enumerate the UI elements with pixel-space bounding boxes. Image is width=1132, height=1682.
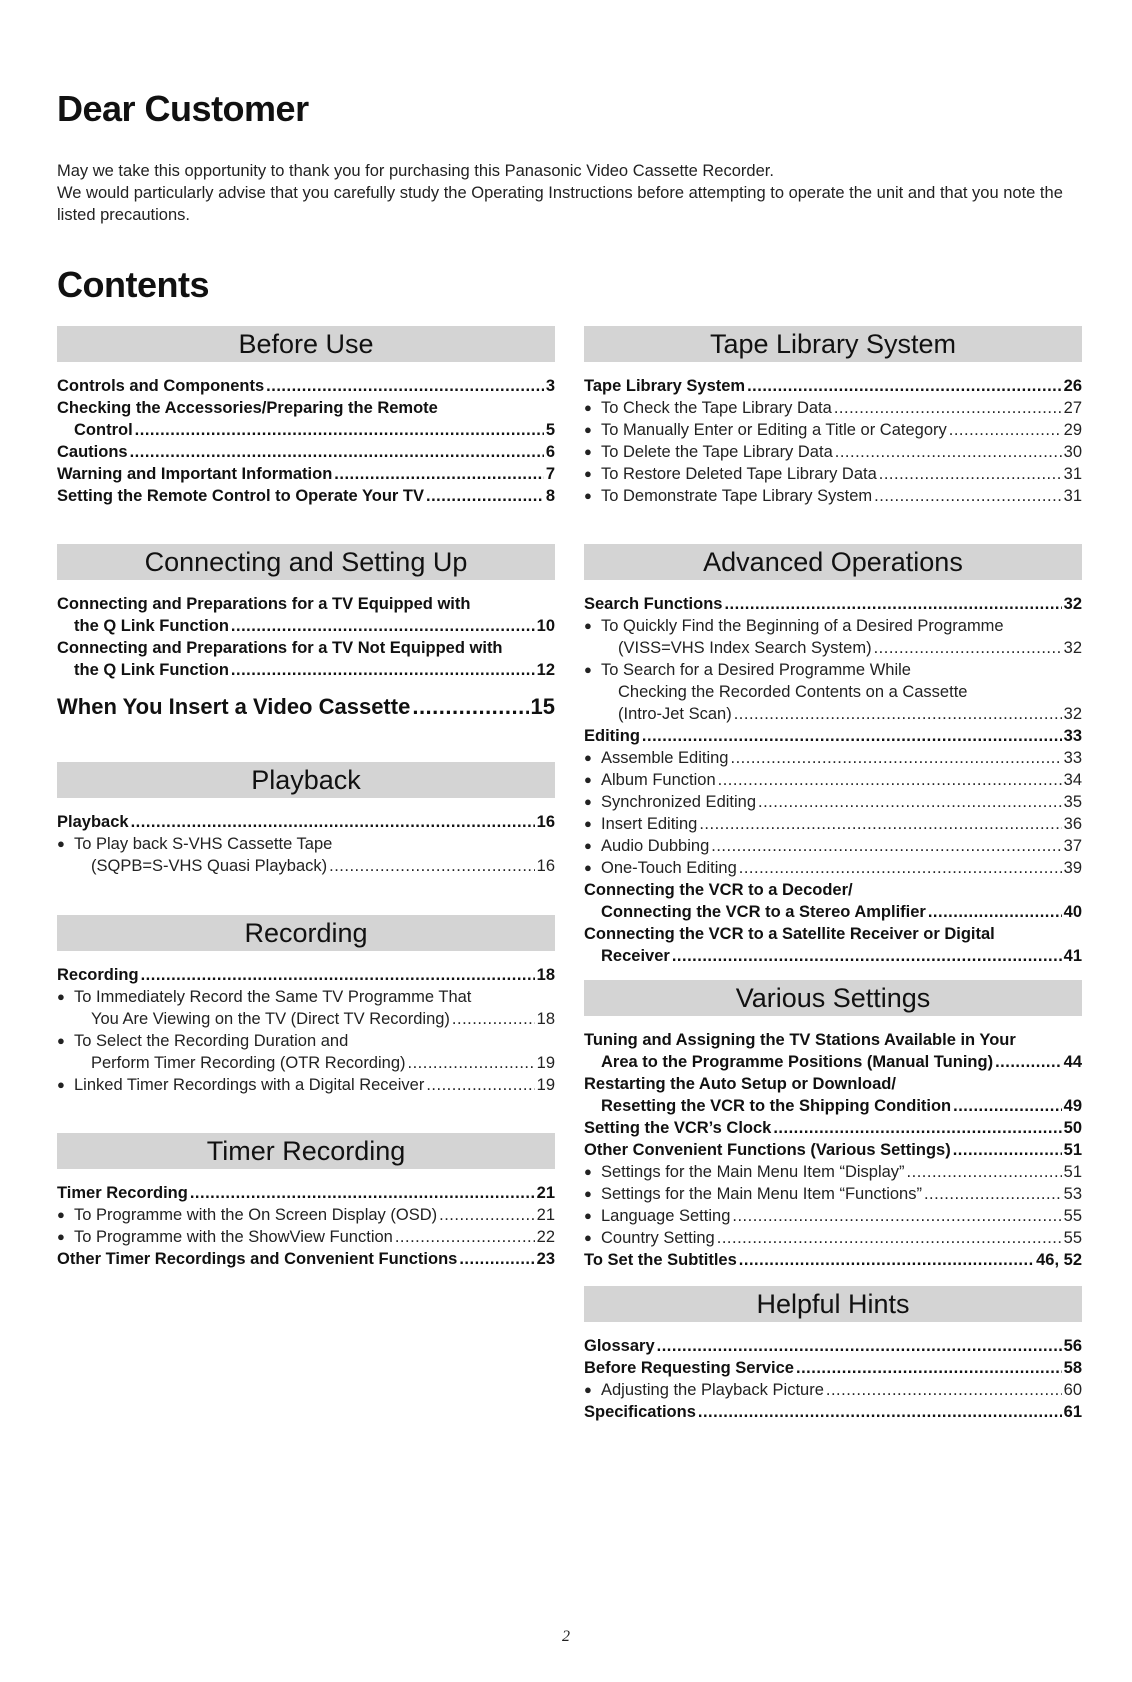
contents-heading: Contents: [57, 264, 209, 305]
toc-subentry[interactable]: [584, 1205, 1082, 1227]
bullet-icon: ●: [584, 816, 592, 831]
toc-subentry[interactable]: [57, 1226, 555, 1248]
bullet-icon: ●: [584, 1382, 592, 1397]
section-playback: [57, 762, 555, 877]
toc-entry-text: Connecting and Preparations for a TV Not Equipped with: [57, 639, 503, 657]
toc-entry[interactable]: [584, 1073, 1082, 1095]
bullet-icon: ●: [584, 662, 592, 677]
toc-entry-text: Synchronized Editing: [601, 793, 757, 811]
bullet-icon: ●: [57, 836, 65, 851]
toc-entry-text: You Are Viewing on the TV (Direct TV Recording): [91, 1010, 450, 1028]
toc-page-number: 5: [545, 421, 555, 439]
section-title: Before Use: [57, 326, 555, 362]
bullet-icon: ●: [584, 466, 592, 481]
toc-entry-text: To Immediately Record the Same TV Programme That: [74, 988, 472, 1006]
toc-entry-text: Settings for the Main Menu Item “Functions”: [601, 1185, 922, 1203]
dot-leader: [826, 1379, 1062, 1401]
toc-entry-text: To Programme with the ShowView Function: [74, 1228, 393, 1246]
bullet-icon: ●: [57, 1207, 65, 1222]
dot-leader: [739, 857, 1062, 879]
toc-entry[interactable]: [584, 1139, 1082, 1161]
toc-entry[interactable]: [57, 593, 555, 615]
toc-entry-text: Setting the Remote Control to Operate Your TV: [57, 487, 424, 505]
toc-page-number: 40: [1063, 903, 1082, 921]
toc-entry-text: Tuning and Assigning the TV Stations Available in Your: [584, 1031, 1016, 1049]
toc-page-number: 46, 52: [1036, 1251, 1082, 1269]
toc-page-number: 53: [1063, 1185, 1082, 1203]
dot-leader: [928, 901, 1062, 923]
toc-page-number: 61: [1063, 1403, 1082, 1421]
dot-leader: [907, 1161, 1062, 1183]
toc-entry-text: (SQPB=S-VHS Quasi Playback): [91, 857, 328, 875]
dot-leader: [135, 419, 544, 441]
dot-leader: [718, 769, 1062, 791]
toc-subentry[interactable]: [57, 1074, 555, 1096]
dot-leader: [924, 1183, 1062, 1205]
toc-subentry[interactable]: [584, 1161, 1082, 1183]
toc-entry-text: To Search for a Desired Programme While: [601, 661, 911, 679]
dot-leader: [334, 463, 544, 485]
dot-leader: [730, 747, 1061, 769]
toc-page-number: 51: [1063, 1141, 1082, 1159]
dot-leader: [739, 1249, 1034, 1271]
dot-leader: [130, 441, 544, 463]
toc-entry[interactable]: [57, 964, 555, 986]
toc-subentry[interactable]: [584, 485, 1082, 507]
bullet-icon: ●: [584, 1208, 592, 1223]
toc-subentry[interactable]: [584, 791, 1082, 813]
dot-leader: [747, 375, 1062, 397]
toc-entry-text: To Play back S-VHS Cassette Tape: [74, 835, 333, 853]
toc-entry[interactable]: [584, 1029, 1082, 1051]
toc-subentry[interactable]: [584, 419, 1082, 441]
toc-entry-text: Setting the VCR’s Clock: [584, 1119, 772, 1137]
dot-leader: [408, 1052, 535, 1074]
toc-page-number: 16: [536, 857, 555, 875]
toc-entry-text: the Q Link Function: [74, 661, 229, 679]
dot-leader: [953, 1139, 1062, 1161]
toc-page-number: 32: [1063, 639, 1082, 657]
dot-leader: [459, 1248, 534, 1270]
dot-leader: [642, 725, 1062, 747]
toc-entry[interactable]: [57, 375, 555, 397]
toc-subentry[interactable]: [584, 441, 1082, 463]
intro-line: May we take this opportunity to thank you for purchasing this Panasonic Video Cassette Recorder.: [57, 162, 774, 180]
toc-entry[interactable]: [584, 1095, 1082, 1117]
toc-page-number: 8: [545, 487, 555, 505]
toc-page-number: 19: [536, 1076, 555, 1094]
bullet-icon: ●: [584, 750, 592, 765]
toc-entry-text: Checking the Recorded Contents on a Cassette: [618, 683, 968, 701]
toc-subentry[interactable]: [584, 615, 1082, 637]
toc-page-number: 34: [1063, 771, 1082, 789]
dot-leader: [724, 593, 1061, 615]
toc-subentry[interactable]: [584, 463, 1082, 485]
dot-leader: [758, 791, 1062, 813]
toc-entry-text: Tape Library System: [584, 377, 746, 395]
toc-subentry[interactable]: [584, 1183, 1082, 1205]
toc-subentry[interactable]: [584, 1379, 1082, 1401]
dot-leader: [190, 1182, 535, 1204]
toc-entry[interactable]: [584, 1051, 1082, 1073]
section-title: Playback: [57, 762, 555, 798]
toc-page-number: 27: [1063, 399, 1082, 417]
dot-leader: [699, 813, 1061, 835]
toc-subentry[interactable]: [57, 855, 555, 877]
toc-entry[interactable]: [584, 375, 1082, 397]
toc-subentry[interactable]: [584, 857, 1082, 879]
toc-page-number: 21: [536, 1184, 555, 1202]
toc-page-number: 31: [1063, 487, 1082, 505]
toc-subentry[interactable]: [57, 1008, 555, 1030]
toc-entry[interactable]: [57, 485, 555, 507]
dot-leader: [834, 397, 1062, 419]
toc-entry-text: Receiver: [601, 947, 670, 965]
toc-entry[interactable]: [57, 659, 555, 681]
bullet-icon: ●: [584, 772, 592, 787]
toc-entry-text: Connecting the VCR to a Stereo Amplifier: [601, 903, 926, 921]
bullet-icon: ●: [584, 1230, 592, 1245]
toc-page-number: 60: [1063, 1381, 1082, 1399]
toc-entry-text: Recording: [57, 966, 139, 984]
page-number: 2: [562, 1628, 570, 1645]
toc-entry-text: Album Function: [601, 771, 716, 789]
toc-entry[interactable]: [57, 441, 555, 463]
toc-subentry[interactable]: [584, 681, 1082, 703]
bullet-icon: ●: [584, 794, 592, 809]
dot-leader: [141, 964, 535, 986]
toc-page-number: 55: [1063, 1229, 1082, 1247]
toc-entry[interactable]: [584, 945, 1082, 967]
dot-leader: [698, 1401, 1062, 1423]
toc-entry[interactable]: [584, 1357, 1082, 1379]
toc-page-number: 33: [1063, 727, 1082, 745]
toc-subentry[interactable]: [584, 637, 1082, 659]
toc-page-number: 41: [1063, 947, 1082, 965]
toc-entry-text: To Quickly Find the Beginning of a Desired Programme: [601, 617, 1004, 635]
toc-subentry[interactable]: [57, 986, 555, 1008]
toc-page-number: 30: [1063, 443, 1082, 461]
dot-leader: [131, 811, 535, 833]
intro-text: [57, 160, 1087, 226]
toc-page-number: 31: [1063, 465, 1082, 483]
toc-page-number: 19: [536, 1054, 555, 1072]
toc-entry[interactable]: [584, 1117, 1082, 1139]
toc-entry[interactable]: [57, 811, 555, 833]
dot-leader: [231, 615, 535, 637]
toc-entry-text: Playback: [57, 813, 129, 831]
section-title: Timer Recording: [57, 1133, 555, 1169]
toc-subentry[interactable]: [584, 659, 1082, 681]
toc-entry-text: Glossary: [584, 1337, 655, 1355]
bullet-icon: ●: [57, 1033, 65, 1048]
toc-entry-text: To Restore Deleted Tape Library Data: [601, 465, 877, 483]
toc-entry-text: Audio Dubbing: [601, 837, 710, 855]
toc-entry-text: Control: [74, 421, 133, 439]
bullet-icon: ●: [584, 488, 592, 503]
toc-entry-text: Controls and Components: [57, 377, 265, 395]
toc-subentry[interactable]: [57, 1052, 555, 1074]
toc-entry-text: To Set the Subtitles: [584, 1251, 737, 1269]
bullet-icon: ●: [584, 860, 592, 875]
toc-entry-insert-cassette[interactable]: [57, 693, 555, 721]
toc-entry[interactable]: [57, 615, 555, 637]
toc-entry[interactable]: [57, 1182, 555, 1204]
toc-page-number: 35: [1063, 793, 1082, 811]
dot-leader: [732, 1205, 1061, 1227]
toc-page-number: 55: [1063, 1207, 1082, 1225]
section-tape-library: [584, 326, 1082, 507]
toc-entry-text: Before Requesting Service: [584, 1359, 794, 1377]
toc-page-number: 58: [1063, 1359, 1082, 1377]
toc-entry-text: To Check the Tape Library Data: [601, 399, 832, 417]
toc-page-number: 44: [1063, 1053, 1082, 1071]
toc-page-number: 7: [545, 465, 555, 483]
toc-page-number: 3: [545, 377, 555, 395]
dot-leader: [874, 637, 1062, 659]
toc-subentry[interactable]: [584, 769, 1082, 791]
dot-leader: [879, 463, 1062, 485]
toc-entry-text: Insert Editing: [601, 815, 698, 833]
dot-leader: [711, 835, 1061, 857]
toc-page-number: 56: [1063, 1337, 1082, 1355]
toc-entry-text: Country Setting: [601, 1229, 715, 1247]
toc-subentry[interactable]: [57, 1204, 555, 1226]
section-connecting: [57, 544, 555, 721]
toc-entry-text: Area to the Programme Positions (Manual Tuning): [601, 1053, 994, 1071]
toc-page-number: 16: [536, 813, 555, 831]
dot-leader: [412, 693, 528, 721]
toc-entry[interactable]: [57, 419, 555, 441]
toc-entry-text: Restarting the Auto Setup or Download/: [584, 1075, 896, 1093]
toc-entry-text: the Q Link Function: [74, 617, 229, 635]
section-timer-recording: [57, 1133, 555, 1270]
toc-entry[interactable]: [584, 725, 1082, 747]
bullet-icon: ●: [584, 1186, 592, 1201]
toc-subentry[interactable]: [584, 835, 1082, 857]
toc-entry-text: To Select the Recording Duration and: [74, 1032, 349, 1050]
section-before-use: [57, 326, 555, 507]
toc-page-number: 12: [536, 661, 555, 679]
toc-subentry[interactable]: [57, 1030, 555, 1052]
bullet-icon: ●: [584, 444, 592, 459]
toc-page-number: 22: [536, 1228, 555, 1246]
toc-entry[interactable]: [57, 463, 555, 485]
toc-entry-text: To Demonstrate Tape Library System: [601, 487, 873, 505]
toc-entry-text: One-Touch Editing: [601, 859, 737, 877]
dot-leader: [231, 659, 535, 681]
toc-entry-text: Timer Recording: [57, 1184, 188, 1202]
intro-line: We would particularly advise that you carefully study the Operating Instructions before attempting to operate the unit and that you note the listed precautions.: [57, 184, 1063, 224]
dot-leader: [395, 1226, 535, 1248]
toc-page-number: 23: [536, 1250, 555, 1268]
toc-subentry[interactable]: [584, 747, 1082, 769]
toc-entry[interactable]: [57, 397, 555, 419]
toc-entry-text: Other Timer Recordings and Convenient Functions: [57, 1250, 458, 1268]
toc-page-number: 26: [1063, 377, 1082, 395]
bullet-icon: ●: [57, 989, 65, 1004]
toc-entry[interactable]: [584, 593, 1082, 615]
toc-page-number: 49: [1063, 1097, 1082, 1115]
toc-entry-text: (Intro-Jet Scan): [618, 705, 732, 723]
toc-entry-text: Adjusting the Playback Picture: [601, 1381, 824, 1399]
toc-page-number: 21: [536, 1206, 555, 1224]
toc-page-number: 15: [530, 694, 555, 719]
toc-page-number: 36: [1063, 815, 1082, 833]
dot-leader: [717, 1227, 1062, 1249]
toc-page-number: 37: [1063, 837, 1082, 855]
toc-entry-text: Other Convenient Functions (Various Settings): [584, 1141, 951, 1159]
dot-leader: [452, 1008, 535, 1030]
toc-page-number: 32: [1063, 595, 1082, 613]
page-title: Dear Customer: [57, 88, 309, 129]
dot-leader: [796, 1357, 1062, 1379]
toc-page-number: 6: [545, 443, 555, 461]
toc-entry[interactable]: [584, 1401, 1082, 1423]
toc-entry-text: Search Functions: [584, 595, 723, 613]
dot-leader: [995, 1051, 1062, 1073]
toc-page-number: 32: [1063, 705, 1082, 723]
toc-entry-text: Language Setting: [601, 1207, 731, 1225]
bullet-icon: ●: [584, 618, 592, 633]
dot-leader: [953, 1095, 1062, 1117]
toc-entry-text: When You Insert a Video Cassette: [57, 694, 411, 719]
section-advanced-operations: [584, 544, 1082, 967]
section-recording: [57, 915, 555, 1096]
dot-leader: [773, 1117, 1061, 1139]
toc-entry-text: Connecting the VCR to a Decoder/: [584, 881, 853, 899]
toc-page-number: 39: [1063, 859, 1082, 877]
bullet-icon: ●: [57, 1077, 65, 1092]
toc-page-number: 50: [1063, 1119, 1082, 1137]
dot-leader: [672, 945, 1062, 967]
section-title: Connecting and Setting Up: [57, 544, 555, 580]
toc-entry-text: Specifications: [584, 1403, 696, 1421]
toc-page-number: 18: [536, 966, 555, 984]
dot-leader: [657, 1335, 1062, 1357]
toc-page-number: 51: [1063, 1163, 1082, 1181]
toc-entry-text: To Programme with the On Screen Display (OSD): [74, 1206, 438, 1224]
bullet-icon: ●: [57, 1229, 65, 1244]
bullet-icon: ●: [584, 422, 592, 437]
section-title: Tape Library System: [584, 326, 1082, 362]
toc-subentry[interactable]: [57, 833, 555, 855]
bullet-icon: ●: [584, 838, 592, 853]
toc-entry-text: To Delete the Tape Library Data: [601, 443, 833, 461]
toc-entry-text: Assemble Editing: [601, 749, 729, 767]
toc-entry-text: Cautions: [57, 443, 128, 461]
toc-entry-text: Checking the Accessories/Preparing the Remote: [57, 399, 438, 417]
section-title: Advanced Operations: [584, 544, 1082, 580]
toc-subentry[interactable]: [584, 1227, 1082, 1249]
toc-entry-text: Settings for the Main Menu Item “Display”: [601, 1163, 905, 1181]
section-title: Helpful Hints: [584, 1286, 1082, 1322]
dot-leader: [426, 1074, 534, 1096]
toc-entry-text: Editing: [584, 727, 640, 745]
toc-entry[interactable]: [584, 923, 1082, 945]
toc-subentry[interactable]: [584, 703, 1082, 725]
dot-leader: [734, 703, 1062, 725]
toc-page-number: 18: [536, 1010, 555, 1028]
dot-leader: [835, 441, 1062, 463]
toc-entry-text: Warning and Important Information: [57, 465, 333, 483]
toc-page-number: 29: [1063, 421, 1082, 439]
dot-leader: [874, 485, 1061, 507]
section-helpful-hints: [584, 1286, 1082, 1423]
toc-entry[interactable]: [584, 901, 1082, 923]
dot-leader: [426, 485, 544, 507]
toc-entry[interactable]: [57, 1248, 555, 1270]
toc-entry-text: Linked Timer Recordings with a Digital Receiver: [74, 1076, 425, 1094]
dot-leader: [329, 855, 535, 877]
dot-leader: [439, 1204, 535, 1226]
toc-entry[interactable]: [57, 637, 555, 659]
toc-entry-text: (VISS=VHS Index Search System): [618, 639, 872, 657]
toc-entry-text: Connecting the VCR to a Satellite Receiver or Digital: [584, 925, 995, 943]
section-various-settings: [584, 980, 1082, 1271]
toc-entry-text: Connecting and Preparations for a TV Equipped with: [57, 595, 471, 613]
bullet-icon: ●: [584, 400, 592, 415]
dot-leader: [949, 419, 1062, 441]
toc-page-number: 10: [536, 617, 555, 635]
dot-leader: [266, 375, 544, 397]
toc-subentry[interactable]: [584, 397, 1082, 419]
toc-entry-text: Perform Timer Recording (OTR Recording): [91, 1054, 406, 1072]
toc-subentry[interactable]: [584, 813, 1082, 835]
toc-entry[interactable]: [584, 1335, 1082, 1357]
toc-entry-text: To Manually Enter or Editing a Title or Category: [601, 421, 947, 439]
bullet-icon: ●: [584, 1164, 592, 1179]
toc-page-number: 33: [1063, 749, 1082, 767]
toc-entry[interactable]: [584, 879, 1082, 901]
toc-entry[interactable]: [584, 1249, 1082, 1271]
section-title: Various Settings: [584, 980, 1082, 1016]
toc-entry-text: Resetting the VCR to the Shipping Condition: [601, 1097, 952, 1115]
section-title: Recording: [57, 915, 555, 951]
